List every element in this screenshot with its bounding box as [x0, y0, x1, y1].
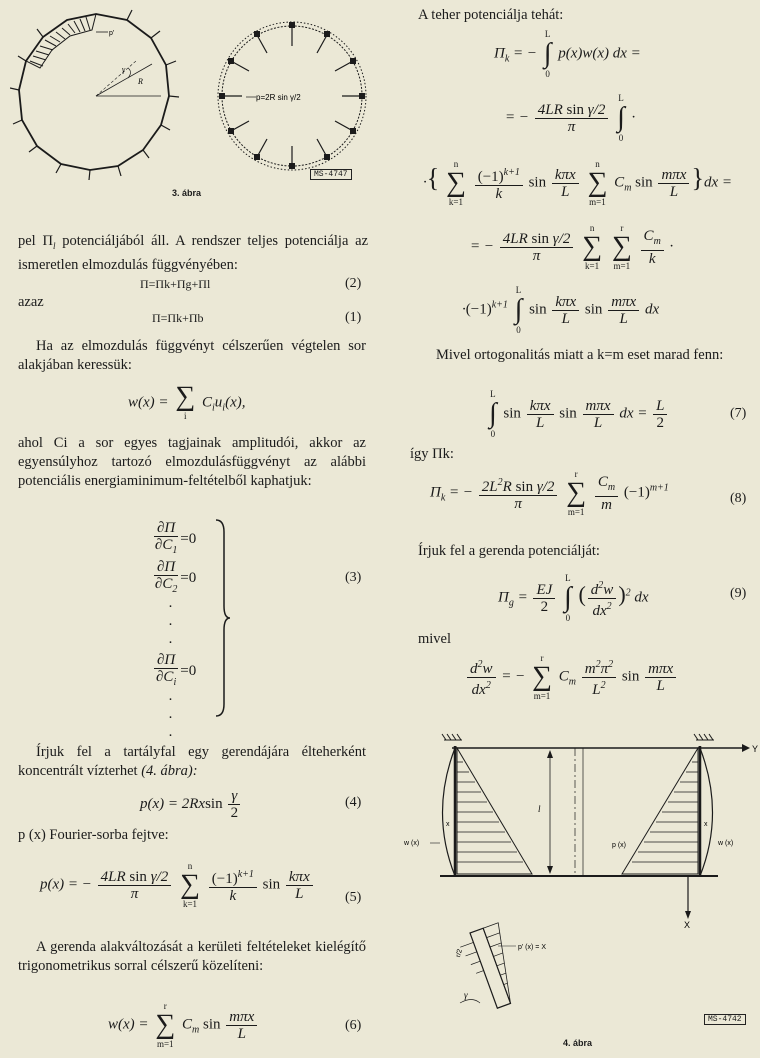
figure-4-stamp: MS-4742	[704, 1014, 746, 1025]
polygon-tank-outline	[19, 14, 169, 170]
equation-9-number: (9)	[730, 586, 747, 601]
fig4-label-l: l	[538, 804, 541, 814]
fig4-label-wx-right: w (x)	[718, 840, 734, 847]
fig4-axis-x: X	[684, 920, 691, 930]
left-column	[18, 232, 368, 275]
paragraph-water-load: Írjuk fel a tartályfal egy gerendájára élteherként koncentrált vízterhet (4. ábra):	[18, 744, 366, 779]
equation-5-number: (5)	[345, 890, 362, 905]
equation-7-number: (7)	[730, 406, 747, 421]
equation-second-derivative: $\frac{d^2w}{dx^2}$ = − r ∑ m=1 $C_m$ $\frac{m^2\pi^2}{L^2}$ sin $\frac{\text{mπx}}{L}$	[465, 652, 678, 702]
equation-2-number: (2)	[345, 276, 362, 291]
equation-2: Π=Πk+Πg+Πl	[140, 277, 211, 291]
fig4-label-r2: r/2	[455, 948, 464, 959]
figure-3-caption: 3. ábra	[172, 188, 202, 198]
equation-1: Π=Πk+Πb	[152, 311, 204, 325]
figure-3	[10, 6, 370, 202]
fig4-label-x-left: x	[446, 821, 450, 828]
fig4-label-px: p (x)	[612, 842, 626, 849]
paragraph-orthogonality: Mivel ortogonalitás miatt a k=m eset marad fenn:	[436, 347, 724, 363]
equation-8: $\Pi_k$ = − $\frac{2L^2R \sin \gamma/2}{\pi}$ r ∑ m=1 $\frac{C_m}{m}$ $(-1)^{m+1}$	[430, 469, 669, 517]
paragraph-fourier: p (x) Fourier-sorba fejtve:	[18, 827, 169, 843]
equation-6-number: (6)	[345, 1018, 362, 1033]
equation-9: $\Pi_g$ = $\frac{EJ}{2}$ L ∫ 0 ( $\frac{d^2w}{dx^2}$ )$^2$ dx	[498, 573, 649, 623]
equation-pik-step1: = − $\frac{\text{4LR sin γ/2}}{\pi}$ L ∫ 0 ·	[505, 93, 636, 143]
mivel-label: mivel	[418, 631, 452, 647]
equation-6: w(x) = r ∑ m=1 $C_m$ sin $\frac{\text{mπx}}{L}$	[108, 1000, 259, 1050]
equation-4-number: (4)	[345, 795, 362, 810]
equation-pik-step4: $\cdot(-1)^{k+1}$ L ∫ 0 sin $\frac{\text{kπx}}{L}$ sin $\frac{\text{mπx}}{L}$ dx	[462, 285, 660, 335]
igy-label: így Πk:	[410, 446, 454, 462]
azaz-label: azaz	[18, 294, 44, 310]
right-pressure-triangle	[622, 748, 698, 874]
fig3-label-gamma: γ	[122, 65, 126, 74]
figure-3-drawing	[10, 6, 370, 186]
equation-3-system: $\frac{\partial\Pi}{\partial C_1}$ =0 $\frac{\partial\Pi}{\partial C_2}$ =0 · · · $\frac{\partial\Pi}{\partial C_i}$ =0 · · ·	[154, 520, 197, 744]
paragraph-beam-deformation: A gerenda alakváltozását a kerületi feltételeket kielégítő trigonometrikus sorral célszerű közelíteni:	[18, 939, 366, 974]
equation-pik-step2: ·{ n ∑ k=1 $\frac{(-1)^{k+1}}{k}$ sin $\frac{\text{kπx}}{L}$ n ∑ m=1 $C_m$ sin $\frac{\text{mπx}}{L}$ }dx =	[423, 159, 732, 207]
fig4-label-pdetail: p' (x) = X	[518, 944, 546, 951]
fig4-label-x-right: x	[704, 821, 708, 828]
equation-pik-integral: $\Pi_k$ = − L ∫ 0 p(x)w(x) dx =	[494, 29, 641, 79]
figure-4-drawing	[400, 728, 760, 1028]
fig4-axis-y: Y	[752, 744, 759, 754]
fig3-label-ring: p=2R sin γ/2	[256, 93, 301, 102]
equation-3-number: (3)	[345, 570, 362, 585]
equation-4: p(x) = 2Rxsin $\frac{\gamma}{2}$	[140, 788, 242, 821]
figure-3-stamp: MS-4747	[310, 169, 352, 180]
equation-7: L ∫ 0 sin $\frac{\text{kπx}}{L}$ sin $\frac{\text{mπx}}{L}$ dx = $\frac{L}{2}$	[486, 388, 669, 440]
hatched-load	[26, 14, 96, 68]
paragraph-amplitudes: ahol Ci a sor egyes tagjainak amplitudói, akkor az egyensúlyhoz tartozó elmozdulásfüggvényt az alábbi potenciális energiaminimum-feltételből kaphatjuk:	[18, 435, 366, 489]
left-pressure-triangle	[457, 748, 532, 874]
equation-1-number: (1)	[345, 310, 362, 325]
fig4-label-gamma: γ	[464, 990, 468, 1000]
paragraph-load-potential: A teher potenciálja tehát:	[418, 7, 564, 23]
equation-3-brace	[212, 518, 232, 718]
paragraph-potential-sum: pel $\Pi_l$ potenciáljából áll. A rendszer teljes potenciálja az ismeretlen elmozdulás függvényében:	[18, 233, 369, 273]
figure-4	[400, 728, 760, 1058]
fig3-label-r: R	[138, 77, 143, 86]
paragraph-infinite-series: Ha az elmozdulás függvényt célszerűen végtelen sor alakjában keressük:	[18, 338, 366, 373]
equation-w-series: w(x) = ∑ i $C_iu_i(x)$,	[128, 381, 246, 421]
equation-pik-step3: = − $\frac{\text{4LR sin γ/2}}{\pi}$ n ∑ k=1 r ∑ m=1 $\frac{C_m}{k}$ ·	[470, 223, 674, 271]
paragraph-beam-potential: Írjuk fel a gerenda potenciálját:	[418, 543, 600, 559]
fig4-label-wx-left: w (x)	[404, 840, 420, 847]
equation-8-number: (8)	[730, 491, 747, 506]
equation-5: p(x) = − $\frac{\text{4LR sin γ/2}}{\pi}$ n ∑ k=1 $\frac{(-1)^{k+1}}{k}$ sin $\frac{\text{kπx}}{L}$	[40, 860, 315, 910]
fig3-label-p: p'	[109, 30, 115, 37]
figure-4-caption: 4. ábra	[563, 1038, 593, 1048]
